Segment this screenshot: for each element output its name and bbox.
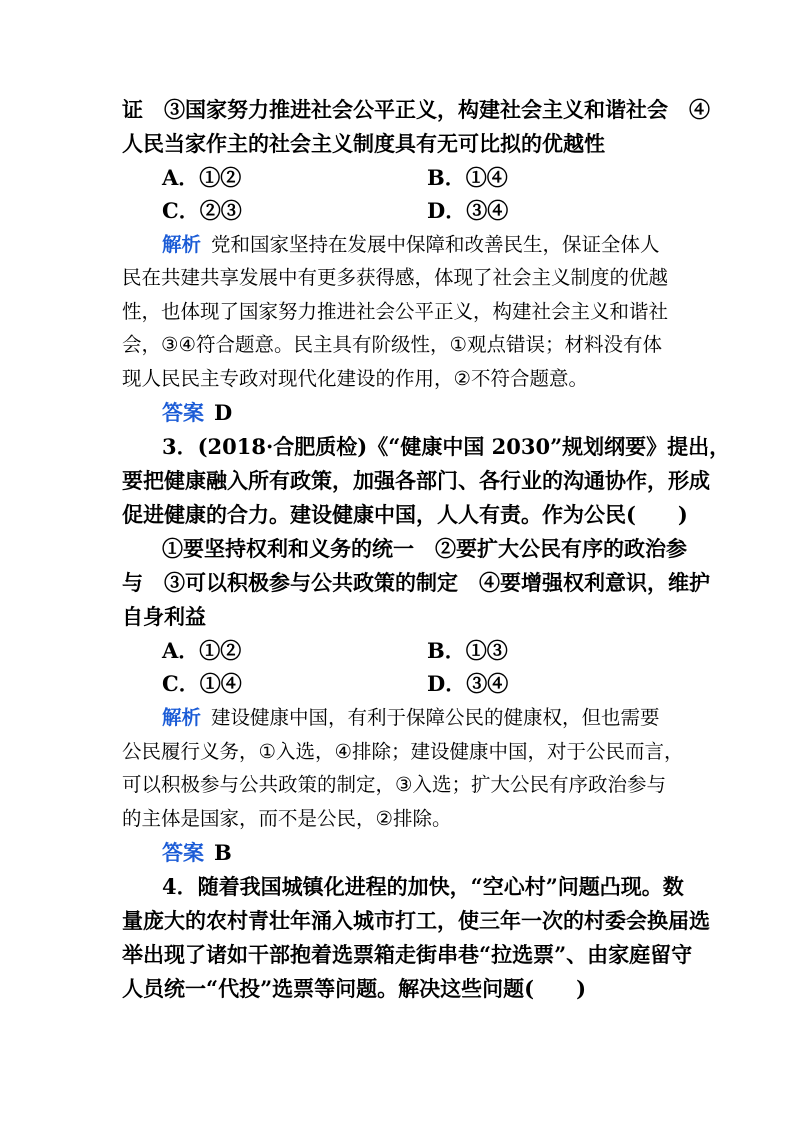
- q3-analysis-line-4: 的主体是国家，而不是公民，②排除。: [122, 807, 452, 830]
- q2-option-a-value: ①②: [199, 165, 242, 190]
- q2-option-a-key: A．: [162, 165, 200, 190]
- q4-stem-line-2: 量庞大的农村青壮年涌入城市打工，使三年一次的村委会换届选: [122, 908, 710, 933]
- q3-analysis-line-2: 公民履行义务，①入选，④排除；建设健康中国，对于公民而言，: [122, 740, 684, 763]
- q3-option-c: [162, 669, 242, 699]
- q4-stem-line-4: 人员统一“代投”选票等问题。解决这些问题( ): [122, 976, 587, 1001]
- q2-analysis-line-3: 性，也体现了国家努力推进社会公平正义，构建社会主义和谐社: [122, 300, 669, 323]
- q3-analysis-line-3: 可以积极参与公共政策的制定，③入选；扩大公民有序政治参与: [122, 773, 666, 796]
- q3-analysis-line-1: [162, 703, 677, 733]
- q2-option-b: [427, 163, 508, 193]
- q3-answer-value: B: [214, 840, 232, 865]
- q3-option-a-value: ①②: [199, 638, 242, 663]
- q4-stem-line-3: 举出现了诸如干部抱着选票箱走街串巷“拉选票”、由家庭留守: [122, 942, 693, 967]
- q3-analysis-text-1: 建设健康中国，有利于保障公民的健康权，但也需要: [211, 706, 660, 729]
- q3-stem-line-3: 促进健康的合力。建设健康中国，人人有责。作为公民( ): [122, 502, 688, 527]
- q2-analysis-line-2: 民在共建共享发展中有更多获得感，体现了社会主义制度的优越: [122, 266, 669, 289]
- q2-option-d-key: D．: [427, 198, 467, 223]
- q2-stem-line-2: 人民当家作主的社会主义制度具有无可比拟的优越性: [122, 131, 605, 156]
- q2-option-b-value: ①④: [465, 165, 508, 190]
- q3-option-d-key: D．: [427, 671, 467, 696]
- q3-option-d: [427, 669, 508, 699]
- q3-option-d-value: ③④: [466, 671, 509, 696]
- q3-stem-line-5: 与 ③可以积极参与公共政策的制定 ④要增强权利意识，维护: [122, 570, 710, 595]
- q2-analysis-label: 解析: [162, 233, 202, 256]
- q2-option-b-key: B．: [427, 165, 466, 190]
- q3-option-a: [162, 636, 241, 666]
- q2-option-d: [427, 196, 508, 226]
- q2-answer-label: 答案: [162, 401, 204, 425]
- q2-option-c: [162, 196, 242, 226]
- q2-option-c-value: ②③: [199, 198, 242, 223]
- q2-option-a: [162, 163, 241, 193]
- q3-option-b-key: B．: [427, 638, 466, 663]
- q2-stem-line-1: 证 ③国家努力推进社会公平正义，构建社会主义和谐社会 ④: [122, 97, 710, 122]
- q3-stem-line-1: 3．(2018·合肥质检)《“健康中国 2030”规划纲要》提出，: [162, 434, 731, 459]
- q2-answer-value: D: [214, 400, 233, 425]
- q3-option-b: [427, 636, 508, 666]
- q3-analysis-label: 解析: [162, 706, 202, 729]
- q3-stem-line-2: 要把健康融入所有政策，加强各部门、各行业的沟通协作，形成: [122, 468, 710, 493]
- q2-option-d-value: ③④: [466, 198, 509, 223]
- q4-stem-line-1: 4．随着我国城镇化进程的加快，“空心村”问题凸现。数: [162, 874, 684, 899]
- q3-option-a-key: A．: [162, 638, 200, 663]
- q3-answer: [162, 838, 677, 868]
- q2-analysis-text-1: 党和国家坚持在发展中保障和改善民生，保证全体人: [211, 233, 660, 256]
- q2-option-c-key: C．: [162, 198, 200, 223]
- q3-stem-line-6: 自身利益: [122, 604, 206, 629]
- q2-analysis-line-1: [162, 230, 677, 260]
- q2-analysis-line-5: 现人民民主专政对现代化建设的作用，②不符合题意。: [122, 367, 588, 390]
- q3-answer-label: 答案: [162, 841, 204, 865]
- q3-option-b-value: ①③: [465, 638, 508, 663]
- q2-analysis-line-4: 会，③④符合题意。民主具有阶级性，①观点错误；材料没有体: [122, 333, 662, 356]
- q2-answer: [162, 398, 677, 428]
- q3-option-c-key: C．: [162, 671, 200, 696]
- q3-stem-line-4: ①要坚持权利和义务的统一 ②要扩大公民有序的政治参: [162, 536, 687, 561]
- q3-option-c-value: ①④: [199, 671, 242, 696]
